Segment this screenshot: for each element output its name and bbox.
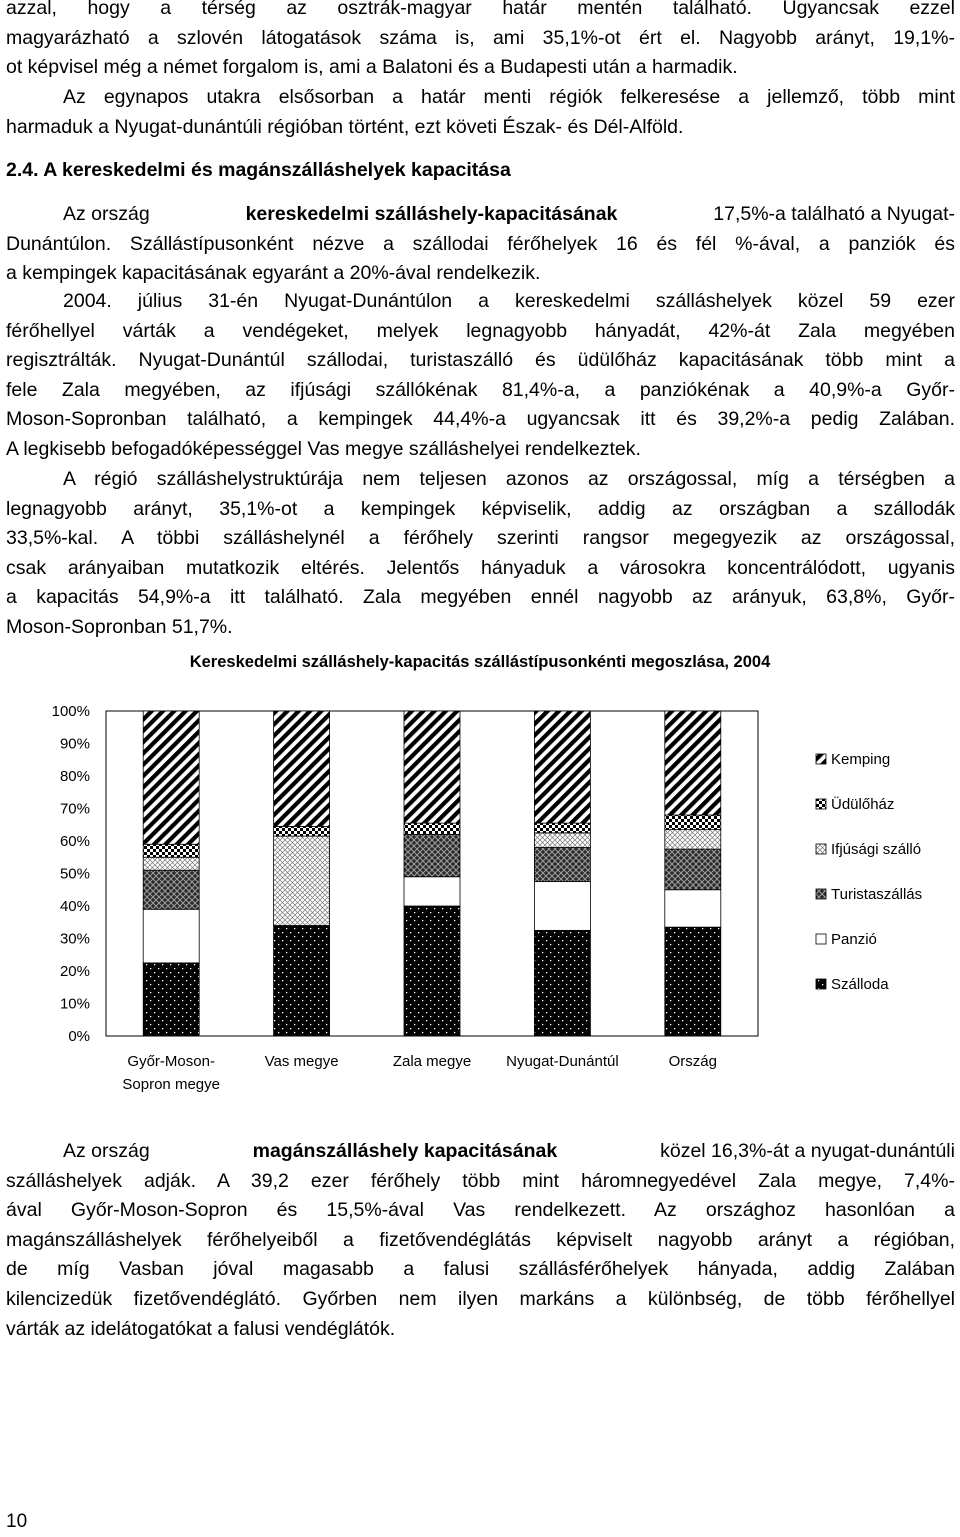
bar-segment — [534, 833, 590, 848]
legend-swatch — [816, 979, 826, 989]
bar-segment — [143, 870, 199, 909]
bar-segment — [274, 826, 330, 836]
y-tick-label: 80% — [59, 768, 90, 785]
text-line: kilencizedük fizetővendéglátó. Győrben nem ilyen markáns a különbség, de több férőhellyel — [6, 1287, 955, 1310]
legend-label: Kemping — [831, 751, 891, 768]
y-tick-label: 20% — [59, 963, 90, 980]
legend-swatch — [816, 754, 826, 764]
text-line: magyarázható a szlovén látogatások száma is, ami 35,1%-ot ért el. Nagyobb arányt, 19,1%- — [6, 26, 955, 49]
x-axis — [122, 1053, 717, 1093]
y-tick-label: 40% — [59, 898, 90, 915]
x-tick-label: Győr-Moson- — [127, 1053, 215, 1070]
stacked-bar-chart — [0, 690, 960, 1110]
bar-segment — [665, 890, 721, 927]
text-line: ot képvisel még a német forgalom is, ami a Balatoni és a Budapesti után a harmadik. — [6, 56, 738, 79]
text-line: azzal, hogy a térség az osztrák-magyar határ mentén található. Ugyancsak ezzel — [6, 0, 955, 19]
text-line: 2004. július 31-én Nyugat-Dunántúlon a kereskedelmi szálláshelyek közel 59 ezer — [63, 290, 955, 312]
y-tick-label: 90% — [59, 735, 90, 753]
y-tick-label: 100% — [51, 703, 90, 720]
bar-segment — [665, 849, 721, 890]
bar-segment — [143, 857, 199, 870]
text-line: regisztrálták. Nyugat-Dunántúl szállodai, turistaszálló és üdülőház kapacitásának több mint a — [6, 349, 955, 372]
bar-segment — [274, 836, 330, 925]
legend-swatch — [816, 889, 826, 899]
legend-swatch — [816, 844, 826, 854]
text-line: A régió szálláshelystruktúrája nem teljesen azonos az országossal, míg a térségben a — [63, 468, 955, 490]
text-line: férőhellyel várták a vendégeket, melyek legnagyobb hányadát, 42%-át Zala megyében — [6, 319, 955, 342]
bar-segment — [274, 926, 330, 1037]
bar-segment — [534, 848, 590, 882]
legend-label: Üdülőház — [831, 796, 895, 813]
y-tick-label: 30% — [59, 930, 90, 948]
bar-segment — [143, 711, 199, 844]
text-fragment: közel 16,3%-át a nyugat-dunántúli — [660, 1140, 955, 1162]
bar-segment — [143, 963, 199, 1036]
bar-segment — [665, 830, 721, 850]
emphasis: magánszálláshely kapacitásának — [252, 1140, 558, 1162]
text-line — [6, 200, 955, 230]
text-line: szálláshelyek adják. A 39,2 ezer férőhely több mint háromnegyedével Zala megye, 7,4%- — [6, 1169, 955, 1192]
y-tick-label: 70% — [59, 800, 90, 818]
paragraph-1 — [6, 0, 955, 83]
text-line — [6, 1137, 955, 1167]
legend-swatch — [816, 934, 826, 944]
bar-segment — [534, 711, 590, 823]
text-line: a kapacitás 54,9%-a itt található. Zala megyében ennél nagyobb az arányuk, 63,8%, Győr- — [6, 586, 955, 609]
paragraph-6 — [6, 1137, 955, 1344]
paragraph-3 — [6, 200, 955, 289]
legend — [816, 751, 922, 993]
y-tick-label: 60% — [59, 833, 90, 850]
bar-segment — [665, 815, 721, 830]
text-line: várták az idelátogatókat a falusi vendéglátók. — [6, 1317, 396, 1340]
legend-label: Panzió — [831, 931, 877, 948]
text-line: harmaduk a Nyugat-dunántúli régióban történt, ezt követi Észak- és Dél-Alföld. — [6, 115, 684, 138]
bar-segment — [404, 877, 460, 906]
bar-segment — [665, 927, 721, 1036]
text-line: legnagyobb arányt, 35,1%-ot a kempingek képviselik, addig az országban a szállodák — [6, 497, 955, 520]
bar-segment — [404, 823, 460, 834]
emphasis: kereskedelmi szálláshely-kapacitásának — [245, 203, 618, 225]
y-tick-label: 50% — [59, 865, 90, 883]
bar-segment — [404, 711, 460, 823]
bar-segment — [404, 835, 460, 877]
bar-segment — [143, 844, 199, 857]
text-line: magánszálláshelyek férőhelyeiből a fizetővendéglátás képviselt nagyobb arányt a régióban, — [6, 1228, 955, 1251]
text-line: Moson-Sopronban 51,7%. — [6, 615, 233, 638]
paragraph-4 — [6, 287, 955, 465]
bar-segment — [534, 882, 590, 931]
y-tick-label: 10% — [59, 995, 90, 1013]
y-tick-label: 0% — [68, 1028, 90, 1045]
y-axis — [52, 703, 90, 1045]
paragraph-2 — [6, 83, 955, 142]
text-line: fele Zala megyében, az ifjúsági szállókénak 81,4%-a, a panziókénak a 40,9%-a Győr- — [6, 378, 955, 401]
paragraph-5 — [6, 465, 955, 643]
text-line: de míg Vasban jóval magasabb a falusi szállásférőhelyek hányada, addig Zalában — [6, 1258, 955, 1281]
text-line: 33,5%-kal. A többi szálláshelynél a férőhely szerinti rangsor megegyezik az országossal, — [6, 527, 955, 550]
text-fragment: Az ország — [63, 203, 150, 225]
legend-label: Turistaszállás — [831, 886, 923, 903]
legend-label: Ifjúsági szálló — [831, 841, 922, 858]
section-heading: 2.4. A kereskedelmi és magánszálláshelyek kapacitása — [6, 159, 511, 181]
bar-segment — [665, 711, 721, 815]
text-line: csak arányaiban mutatkozik eltérés. Jelentős hányaduk a városokra koncentrálódott, ugyanis — [6, 556, 955, 579]
bar-segment — [274, 711, 330, 826]
text-line: Dunántúlon. Szállástípusonként nézve a szállodai férőhelyek 16 és fél %-ával, a panziók és — [6, 232, 955, 255]
text-fragment: 17,5%-a található a Nyugat- — [713, 203, 955, 225]
x-tick-label: Sopron megye — [122, 1076, 220, 1093]
x-tick-label: Ország — [668, 1053, 717, 1070]
text-line: Moson-Sopronban található, a kempingek 44,4%-a ugyancsak itt és 39,2%-a pedig Zalában. — [6, 408, 955, 431]
text-fragment: Az ország — [63, 1140, 150, 1162]
x-tick-label: Nyugat-Dunántúl — [506, 1053, 619, 1070]
bar-segment — [534, 930, 590, 1036]
text-line: a kempingek kapacitásának egyaránt a 20%-ával rendelkezik. — [6, 262, 541, 285]
x-tick-label: Zala megye — [392, 1053, 472, 1070]
bar-segment — [534, 823, 590, 833]
legend-swatch — [816, 799, 826, 809]
text-line: A legkisebb befogadóképességgel Vas megye szálláshelyei rendelkeztek. — [6, 437, 641, 460]
text-line: ával Győr-Moson-Sopron és 15,5%-ával Vas rendelkezett. Az országhoz hasonlóan a — [6, 1199, 955, 1222]
bar-segment — [404, 906, 460, 1036]
page-number: 10 — [6, 1511, 28, 1532]
legend-label: Szálloda — [831, 976, 889, 993]
bar-segment — [143, 909, 199, 963]
x-tick-label: Vas megye — [264, 1053, 339, 1070]
text-line: Az egynapos utakra elsősorban a határ menti régiók felkeresése a jellemző, több mint — [63, 86, 955, 108]
chart-title: Kereskedelmi szálláshely-kapacitás szállástípusonkénti megoszlása, 2004 — [189, 653, 771, 671]
